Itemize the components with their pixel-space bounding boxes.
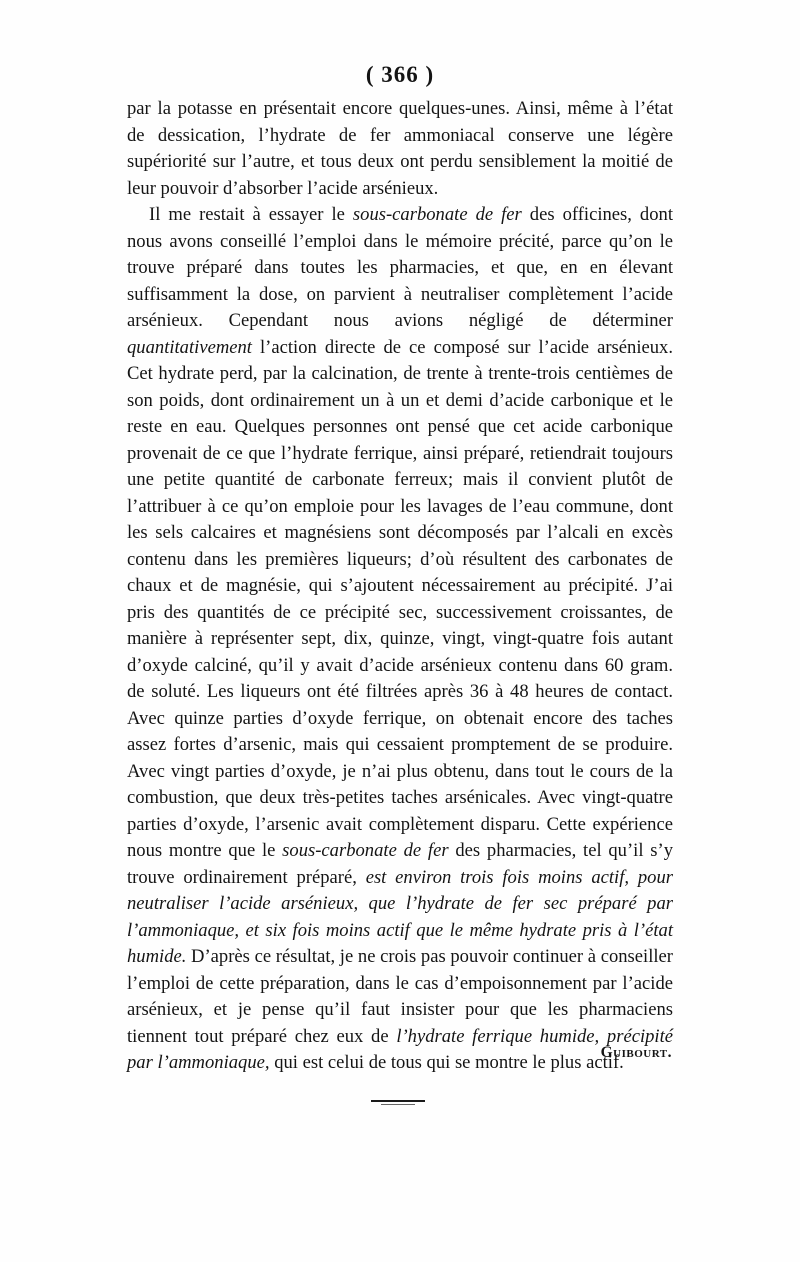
body-text	[127, 96, 673, 1077]
paragraph-2-run: sous-carbonate de fer	[282, 840, 449, 861]
paragraph-1: par la potasse en présentait encore quelques-unes. Ainsi, même à l’état de dessication, l’hydrate de fer ammoniacal conserve une légère supériorité sur l’autre, et tous deux ont perdu sensiblement la moitié de leur pouvoir d’absorber l’acide arsénieux.	[127, 98, 673, 199]
paragraph-2	[127, 202, 673, 1077]
author-signature: Guibourt.	[600, 1044, 672, 1061]
paragraph-2-run: Il me restait à essayer le	[149, 204, 353, 225]
paragraph-2-run: D’après ce résultat, je ne crois pas pouvoir continuer à conseiller l’emploi de cette préparation, dans le cas d’empoisonnement par l’acide arsénieux, et je pense qu’il faut insister pour que les pharmaciens tiennent tout préparé chez eux de	[127, 946, 673, 1047]
page-number: ( 366 )	[365, 62, 435, 87]
paragraph-2-run: l’hydrate ferrique humide, précipité par l’ammoniaque,	[127, 1025, 673, 1073]
paragraph-2-run: quantitativement	[127, 336, 252, 358]
paragraph-2-run: sous-carbonate de fer	[352, 204, 522, 225]
paragraph-2-run: des pharmacies, tel qu’il s’y trouve ordinairement préparé,	[127, 840, 674, 888]
paragraph-2-run: l’action directe de ce composé sur l’acide arsénieux. Cet hydrate perd, par la calcination, de trente à trente-trois centièmes de son poids, dont ordinairement un à un et demi d’acide carbonique et le reste en eau. Quelques personnes ont pensé que cet acide carbonique provenait de ce que l’hydrate ferrique, ainsi préparé, retiendrait toujours une petite quantité de carbonate ferreux; mais il convient plutôt de l’attribuer à ce qu’on emploie pour les lavages de l’eau commune, dont les sels calcaires et magnésiens sont décomposés par l’alcali en excès contenu dans les premières liqueurs; d’où résultent des carbonates de chaux et de magnésie, qui s’ajoutent nécessairement au précipité. J’ai pris des quantités de ce précipité sec, successivement croissantes, de manière à représenter sept, dix, quinze, vingt, vingt-quatre fois autant d’oxyde calciné, qu’il y avait d’acide arsénieux contenu dans 60 gram. de soluté. Les liqueurs ont été filtrées après 36 à 48 heures de contact. Avec quinze parties d’oxyde ferrique, on obtenait encore des taches assez fortes d’arsenic, mais qui cessaient promptement de se produire. Avec vingt parties d’oxyde, je n’ai plus obtenu, dans tout le cours de la combustion, que deux très-petites taches arsénicales. Avec vingt-quatre parties d’oxyde, l’arsenic avait complètement disparu. Cette expérience nous montre que le	[127, 336, 673, 861]
paragraph-2-run: qui est celui de tous qui se montre le plus actif.	[269, 1052, 624, 1073]
closing-rule	[371, 1100, 425, 1102]
paragraph-2-run: est environ trois fois moins actif, pour neutraliser l’acide arsénieux, que l’hydrate de fer sec préparé par l’ammoniaque, et six fois moins actif que le même hydrate pris à l’état humide.	[127, 866, 673, 967]
paragraph-2-run: des officines, dont nous avons conseillé l’emploi dans le mémoire précité, parce qu’on le trouve préparé dans toutes les pharmacies, et que, en en élevant suffisamment la dose, on parvient à neutraliser complètement l’acide arsénieux. Cependant nous avions négligé de déterminer	[127, 204, 673, 331]
